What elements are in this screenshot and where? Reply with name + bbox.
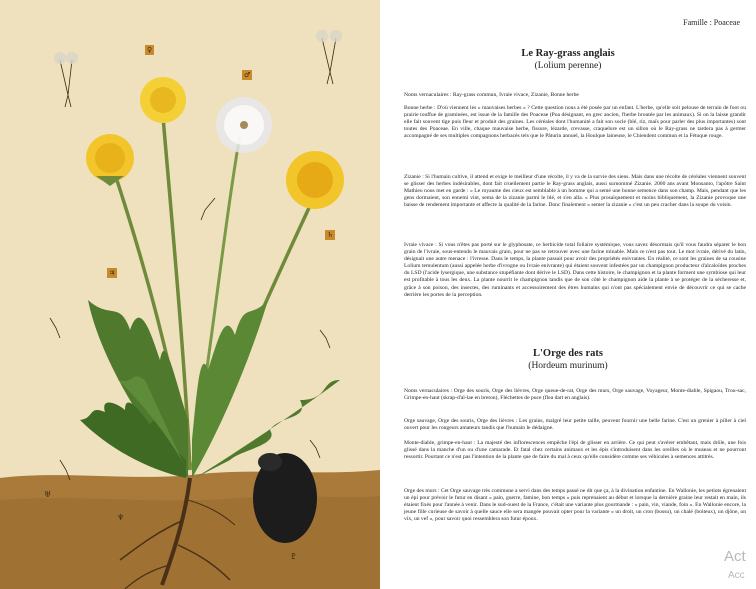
- paragraph: Orge sauvage, Orge des souris, Orge des lièvres : Les grains, malgré leur petite taille, peuvent fournir une belle farine. C'est un grenier à piller à ciel ouvert pour les rongeurs amateurs tandis que l'humain le dédaigne.: [404, 418, 746, 432]
- planet-glyph-venus: ♀: [147, 46, 153, 54]
- paragraph: Bonne herbe : D'où viennent les « mauvaises herbes » ? Cette question nous a été posée par un enfant. L'herbe, qu'elle soit pelouse de terrain de foot ou prairie touffue de graminées, est issue de la famille des Poaceae (Poa désignant, en grec ancien, l'herbe broutée par les animaux). Si on la laisse grandir elle fait souvent tige puis fleur et produit des graines. Les céréales dont l'humanité a fait son socle (blé, riz, maïs pour parler des plus importantes) sont toutes des Poaceae. En ville, chaque mauvaise herbe, fissure, lézarde, crevasse, craquelure est un sillon où le Ray-grass ne tardera pas à germer accompagné de ses multiples compagnons herbacés tels que le Pâturin annuel, la Houlque laineuse, le Chiendent commun et la Fétuque rouge.: [404, 105, 746, 140]
- planet-glyph-neptune: ♆: [117, 513, 125, 522]
- activation-watermark-line2: Acc: [728, 570, 745, 581]
- paragraph: Ivraie vivace : Si vous n'êtes pas porté sur le glyphosate, ce herbicide total foliaire systémique, vous savez désormais qu'il vous faudra séparer le bon grain de l'ivraie, sous-entendu le mauvais grain, pour ne pas se retrouver avec une farine minable. Mais ce n'est pas tout. Le mot ivraie, dérivé du latin, désignait une autre menace : l'ivresse. Dans le temps, la plante passait pour avoir des propriétés enivrantes. En réalité, ce sont les graines de sa cousine Lolium temulentum (aussi appelée herbe d'ivrogne ou Ivraie enivrante) qui étaient souvent infestées par un champignon producteur d'alcaloïdes proches du LSD (l'acide lysergique, une substance stupéfiante dont dérive le LSD). Dans cette histoire, le champignon et la plante forment une symbiose qui leur est profitable à tous les deux. La plante nourrit le champignon tandis que de son côté le champignon aide la plante à se protéger de la sécheresse et, grâce à son poison, des insectes, des ruminants et accessoirement des êtres humains qui n'ont pas spécialement envie de découvrir ce qui se cache derrière les portes de la perception.: [404, 242, 746, 298]
- paragraph: Zizanie : Si l'humain cultive, il attend et exige le meilleur d'une récolte, il y va de la survie des siens. Mais dans une récolte de céréales viennent souvent se glisser des herbes indésirables, dont fait cruellement partie le Ray-grass anglais, aussi surnommé Zizanie. 2000 ans avant Monsanto, l'apôtre Saint Mathieu nous met en garde : « Le royaume des cieux est semblable à un homme qui a semé une bonne semence dans son champ. Mais, pendant que les gens dormaient, son ennemi vint, sema de la zizanie parmi le blé, et s'en alla. » Plus prosaïquement et moins bibliquement, la Zizanie provoque une baisse de rendement importante et affecte la qualité de la farine. Donc finalement « semer la zizanie » c'est un peu cracher dans la soupe du voisin.: [404, 174, 746, 209]
- section-latin-name-orge-des-rats: (Hordeum murinum): [528, 361, 608, 371]
- paragraph: Orge des murs : Cet Orge sauvage très commune a servi dans des temps passé ne dit que ça, à la divination enfantine. En Wallonie, les petiots égrenaient un épi pour prévoir le futur en disant « pain, guerre, famine, bon temps » puis reprenaient au début et lorsque la dernière graine leur restait en main, ils étaient fixés pour l'année à venir. Dans le sud-ouest de la France, c'était une variante plus gourmande : « pain, vin, viande, foin ». En Wallonie encore, la jeune fille curieuse de savoir à quelle sauce elle sera mangée pouvait opter pour la variante « un droit, un cron (bossu), un chalé (boiteux), un djône, un vix, un vef », pour savoir quoi ressemblera son futur époux.: [404, 488, 746, 523]
- paragraph: Noms vernaculaires : Orge des souris, Orge des lièvres, Orge queue-de-rat, Orge des murs, Orge sauvage, Voyageur, Monte-diable, Spigaou, Trou-sac, Grimpe-en-haut (skrap-d'al-lae en breton), Fléchettes de puce (flea dart en anglais).: [404, 388, 746, 402]
- section-latin-name-ray-grass: (Lolium perenne): [534, 61, 602, 71]
- section-title-orge-des-rats: L'Orge des rats: [533, 348, 603, 359]
- activation-watermark-line1: Act: [724, 548, 746, 565]
- planet-glyph-saturn: ♄: [327, 231, 334, 239]
- section-title-ray-grass: Le Ray-grass anglais: [521, 48, 615, 59]
- planet-glyph-pluto: ♇: [290, 552, 298, 561]
- planet-glyph-uranus: ♅: [44, 490, 52, 499]
- paragraph: Noms vernaculaires : Ray-grass commun, Ivraie vivace, Zizanie, Bonne herbe: [404, 92, 579, 98]
- text-page: [380, 0, 756, 589]
- planet-glyph-jupiter: ♃: [109, 269, 116, 277]
- paragraph: Monte-diable, grimpe-en-haut : La majesté des inflorescences empêche l'épi de glisser en arrière. Ce qui peut s'avérer embêtant, mais drôle, une fois glissé dans la manche d'un ou d'une camarade. Et fatal chez certains animaux et les épis s'introduisent dans les oreilles où le museau et ne pourront ressortir. Pourtant ce n'est pas l'intention de la plante que de faire du mal à ceux qu'elle considère comme ses véhicules à semences attitrés.: [404, 440, 746, 461]
- planet-glyph-mars: ♂: [244, 71, 251, 79]
- family-label: Famille : Poaceae: [683, 18, 740, 27]
